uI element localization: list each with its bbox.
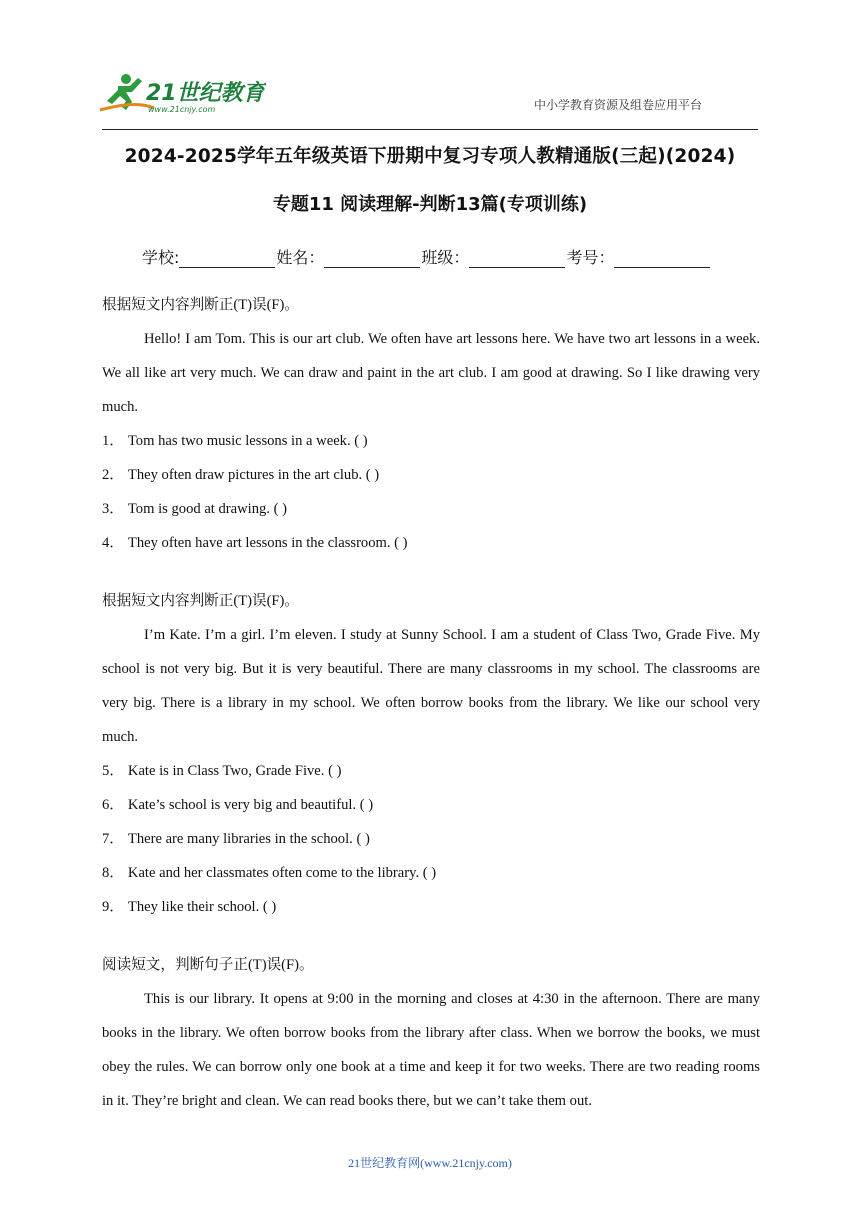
question-item <box>102 856 760 890</box>
question-item <box>102 754 760 788</box>
question-number: 7． <box>102 831 124 847</box>
student-info-fields <box>142 245 711 268</box>
question-item <box>102 890 760 924</box>
question-item <box>102 788 760 822</box>
question-item <box>102 458 760 492</box>
section-1 <box>102 294 760 560</box>
runner-logo-icon <box>96 70 266 116</box>
question-number: 8． <box>102 865 124 881</box>
section-instruction: 根据短文内容判断正(T)误(F)。 <box>102 593 300 609</box>
section-gap <box>102 560 760 590</box>
question-number: 4． <box>102 535 124 551</box>
question-text: Tom is good at drawing. ( ) <box>127 501 287 517</box>
question-text: Tom has two music lessons in a week. ( ) <box>127 433 368 449</box>
question-text: Kate’s school is very big and beautiful. ( ) <box>127 797 374 813</box>
question-item <box>102 424 760 458</box>
question-number: 1． <box>102 433 124 449</box>
question-text: There are many libraries in the school. ( ) <box>127 831 370 847</box>
question-text: They often draw pictures in the art club. ( ) <box>127 467 380 483</box>
section-2 <box>102 590 760 924</box>
name-label: 姓名： <box>276 248 325 267</box>
exercise-content <box>102 294 760 1118</box>
header-divider <box>102 129 758 130</box>
number-label: 考号： <box>566 248 615 267</box>
school-blank[interactable] <box>179 251 275 268</box>
reading-passage: Hello! I am Tom. This is our art club. We often have art lessons here. We have two art lessons in a week. We all like art very much. We can draw and paint in the art club. I am good at drawing. So I like drawing very much. <box>102 331 760 415</box>
question-number: 2． <box>102 467 124 483</box>
section-3 <box>102 954 760 1118</box>
logo <box>96 70 266 116</box>
question-item <box>102 822 760 856</box>
section-instruction: 阅读短文，判断句子正(T)误(F)。 <box>102 957 314 973</box>
question-item <box>102 492 760 526</box>
page-header <box>0 0 860 132</box>
question-number: 3． <box>102 501 124 517</box>
question-number: 5． <box>102 763 124 779</box>
platform-label: 中小学教育资源及组卷应用平台 <box>533 98 702 112</box>
logo-url: www.21cnjy.com <box>148 105 216 114</box>
logo-text: 21世纪教育 <box>146 81 265 106</box>
page-subtitle: 专题11 阅读理解-判断13篇(专项训练) <box>272 194 588 215</box>
section-gap <box>102 924 760 954</box>
question-text: They often have art lessons in the classroom. ( ) <box>127 535 408 551</box>
school-label: 学校: <box>142 248 180 267</box>
question-text: Kate is in Class Two, Grade Five. ( ) <box>127 763 342 779</box>
reading-passage: I’m Kate. I’m a girl. I’m eleven. I study at Sunny School. I am a student of Class Two, Grade Five. My school is not very big. But it is very beautiful. There are many classrooms in my school. The classrooms are very big. There is a library in my school. We often borrow books from the library. We like our school very much. <box>102 627 760 745</box>
section-instruction: 根据短文内容判断正(T)误(F)。 <box>102 297 300 313</box>
class-label: 班级： <box>421 248 470 267</box>
page-footer: 21世纪教育网(www.21cnjy.com) <box>348 1156 512 1170</box>
question-text: They like their school. ( ) <box>127 899 277 915</box>
question-item <box>102 526 760 560</box>
reading-passage: This is our library. It opens at 9:00 in the morning and closes at 4:30 in the afternoon. There are many books in the library. We often borrow books from the library after class. When we borrow the books, we must obey the rules. We can borrow only one book at a time and keep it for two weeks. There are two reading rooms in it. They’re bright and clean. We can read books there, but we can’t take them out. <box>102 991 760 1109</box>
question-number: 9． <box>102 899 124 915</box>
question-number: 6． <box>102 797 124 813</box>
page-title: 2024-2025学年五年级英语下册期中复习专项人教精通版(三起)(2024) <box>124 146 736 167</box>
question-text: Kate and her classmates often come to the library. ( ) <box>127 865 437 881</box>
class-blank[interactable] <box>469 251 565 268</box>
name-blank[interactable] <box>324 251 420 268</box>
number-blank[interactable] <box>614 251 710 268</box>
